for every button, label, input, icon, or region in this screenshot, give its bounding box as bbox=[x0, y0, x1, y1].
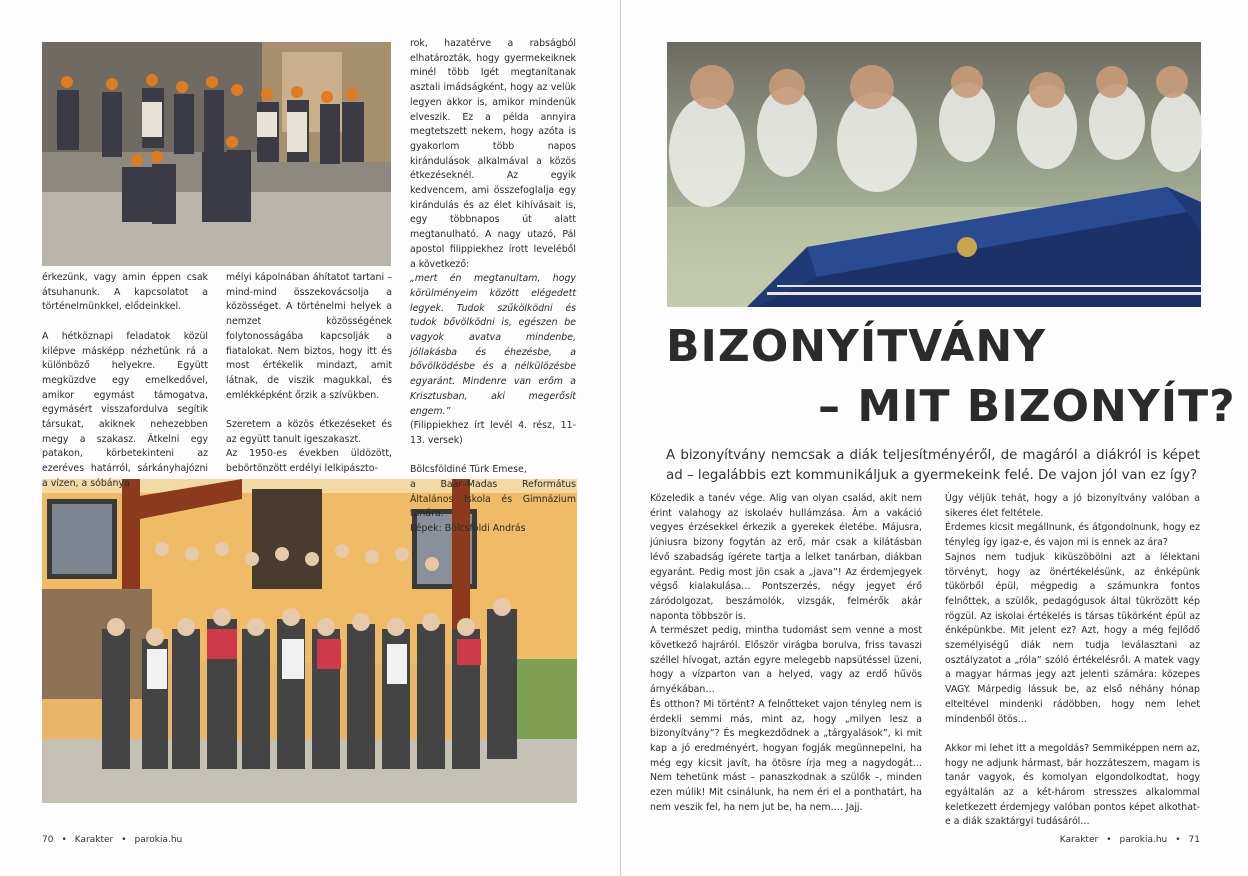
paragraph: Sajnos nem tudjuk kiküszöbölni azt a lélektani törvényt, hogy az önértékelésünk, az énképünk tükörből épül, mégpedig a számunkra fontos felnőttek, a szülők, pedagógusok által tükrözött kép rögzül. Az iskolai értékelés is társas tükörként épül az énképünkbe. Mit jelent ez? Azt, hogy a még fejlődő személyiségű diák nem tudja leválasztani az osztályzatot a „róla” szóló értékelésről. A matek vagy a magyar hármas jegy azt jelenti számára: közepes VAGY. Márpedig lássuk be, az első néhány hónap elteltével mindenki rádöbben, hogy nem lehet mindenből ötös… bbox=[945, 551, 1200, 725]
separator: • bbox=[1106, 835, 1112, 845]
right-column-1 bbox=[650, 492, 922, 813]
paragraph: A természet pedig, mintha tudomást sem venne a most következő hajráról. Először virágba borulva, friss tavaszi széllel hívogat, aztán egyre melegebb napsütéssel üzeni, hogy a vízparton van a helyed, vagy az erdő hűvös árnyékában… bbox=[650, 625, 922, 696]
right-page-footer bbox=[1056, 835, 1200, 845]
quote-text: „mert én megtanultam, hogy körülményeim között elégedett legyek. Tudok szűkölködni és tudok bővölködni is, egészen be vagyok avatva mindenbe, jóllakásba és éhezésbe, a bővölködésbe és a nélkülözésbe egyaránt. Mindenre van erőm a Krisztusban, aki megerősít engem.” bbox=[410, 273, 576, 417]
left-column-3 bbox=[410, 37, 576, 535]
photo-credit: Képek: Bölcsföldi András bbox=[410, 523, 526, 535]
paragraph: mélyi kápolnában áhítatot tartani – mind-mind összekovácsolja a közösséget. A történelmi helyek a nemzet közösségének folytonosságába kapcsolják a fiatalokat. Nem biztos, hogy itt és most értékelik mindazt, amit látnak, de viszik magukkal, és emlékképként őrzik a szívükben. bbox=[226, 272, 392, 401]
author-affiliation: a Baár–Madas Református Általános Iskola és Gimnázium tanára. bbox=[410, 479, 576, 520]
page-gutter bbox=[620, 0, 621, 876]
left-column-2 bbox=[226, 271, 392, 475]
paragraph: És otthon? Mi történt? A felnőtteket vajon tényleg nem is érdekli semmi más, mint az, hogy „milyen lesz a bizonyítvány”? És megkezdődnek a „tárgyalások”, ki mit kap a jó eredményért, hogyan fogják megünnepelni, ha még egy kicsit javít, ha ötösre írja meg a nagydogát… Nem tehetünk mást – panaszkodnak a szülők –, minden ezen múlik! Mit csinálunk, ha nem éri el a ponthatárt, ha nem veszik fel, ha nem jut be, ha nem…. Jajj. bbox=[650, 698, 922, 813]
paragraph: Az 1950-es években üldözött, bebörtönzött erdélyi lelkipászto- bbox=[226, 448, 392, 475]
paragraph: Akkor mi lehet itt a megoldás? Semmiképpen nem az, hogy ne adjunk hármast, bár hozzáteszem, magam is tanár vagyok, és komolyan elgondolkodtat, hogy egyáltalán az a két-három stresszes alkalommal keletkezett érdemjegy valóban pontos képet alkothat-e a diák szaktárgyi tudásáról… bbox=[945, 742, 1200, 828]
right-column-2 bbox=[945, 492, 1200, 828]
paragraph: érkezünk, vagy amin éppen csak átsuhanunk. A kapcsolatot a történelmünkkel, elődeinkkel. bbox=[42, 272, 208, 313]
paragraph: Úgy véljük tehát, hogy a jó bizonyítvány valóban a sikeres élet feltétele. bbox=[945, 493, 1200, 519]
page-number: 70 bbox=[42, 835, 54, 845]
separator: • bbox=[1175, 835, 1181, 845]
magazine-name: Karakter bbox=[74, 835, 114, 845]
magazine-name: Karakter bbox=[1059, 835, 1099, 845]
separator: • bbox=[121, 835, 127, 845]
article-title-line-2: – MIT BIZONYÍT? bbox=[818, 381, 1236, 432]
page-number: 71 bbox=[1188, 835, 1200, 845]
quote-reference: (Filippiekhez írt levél 4. rész, 11-13. versek) bbox=[410, 420, 576, 446]
paragraph: A hétköznapi feladatok közül kilépve másképp nézhetünk rá a különböző helyekre. Együtt megküzdve egy emelkedővel, amikor egymást támogatva, egymásért visszafordulva segítik társukat, akiknek nehezebben megy a szakasz. Átkelni egy patakon, körbetekinteni az ezeréves határról, sárkányhajózni a vízen, a sóbánya bbox=[42, 330, 208, 489]
separator: • bbox=[61, 835, 67, 845]
author-name: Bölcsföldiné Türk Emese, bbox=[410, 464, 527, 476]
article-lead: A bizonyítvány nemcsak a diák teljesítményéről, de magáról a diákról is képet ad – legalábbis ezt kommunikáljuk a gyermekeink felé. De vajon jól van ez így? bbox=[666, 448, 1200, 483]
paragraph: Szeretem a közös étkezéseket és az együtt tanult igeszakaszt. bbox=[226, 419, 392, 445]
paragraph: Közeledik a tanév vége. Alig van olyan család, akit nem érint valahogy az iskolaév hullámzása. Ám a vakáció vegyes érzésekkel érkezik a gyerekek életébe. Májusra, júniusra bizony fogytán az erő, már csak a kilátásban lévő szabadság ígérete tartja a lelket tanárban, diákban egyaránt. Pedig most jön csak a „java”! Az érdemjegyek végső kialakulása… Pontszerzés, négy jegyet érő záródolgozat, beszámolók, vizsgák, felmérők akár naponta többször is. bbox=[650, 493, 922, 622]
left-column-1 bbox=[42, 271, 208, 489]
climbing-group-photo bbox=[42, 42, 391, 266]
bible-quote bbox=[410, 272, 576, 419]
left-page-footer bbox=[42, 835, 186, 845]
paragraph: Érdemes kicsit megállnunk, és átgondolnunk, hogy ez tényleg így igaz-e, és vajon mi is ennek az ára? bbox=[945, 522, 1200, 549]
paragraph: rok, hazatérve a rabságból elhatározták, hogy gyermekeiknek minél több Igét megtanítanak asztali imádságként, hogy az velük legyen akkor is, amikor mindenük elveszik. Ez a példa annyira megtetszett nekem, hogy azóta is gyakorlom több napos kirándulások alkalmával a közös étkezéseknél. Az egyik kedvencem, ami összefoglalja egy kirándulás és az élet kihívásait is, egy többnapos út alatt megtanulható. A nagy utazó, Pál apostol filippiekhez írott leveléből a következő: bbox=[410, 38, 576, 270]
site-name: parokia.hu bbox=[1119, 835, 1168, 845]
site-name: parokia.hu bbox=[134, 835, 183, 845]
article-title-line-1: BIZONYÍTVÁNY bbox=[666, 321, 1047, 372]
report-card-photo bbox=[667, 42, 1201, 307]
